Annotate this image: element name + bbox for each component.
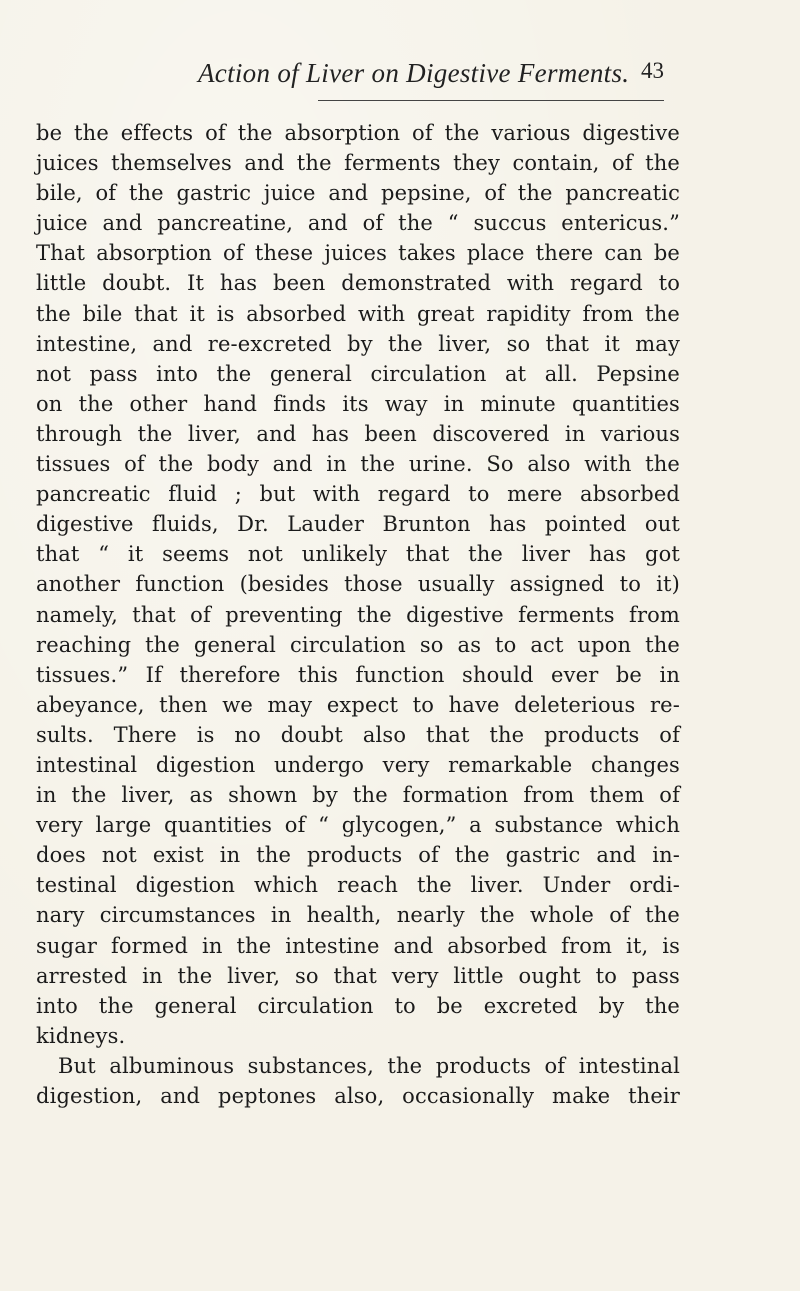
body-text: [36, 118, 680, 1111]
text-line: juice and pancreatine, and of the “ succus entericus.”: [36, 211, 680, 236]
text-line: arrested in the liver, so that very little ought to pass: [36, 963, 680, 988]
text-line: digestion, and peptones also, occasionally make their: [36, 1084, 680, 1108]
text-line: little doubt. It has been demonstrated with regard to: [36, 271, 680, 296]
text-line: another function (besides those usually assigned to it): [36, 572, 680, 597]
text-line: not pass into the general circulation at all. Pepsine: [36, 361, 680, 386]
text-line: nary circumstances in health, nearly the whole of the: [36, 903, 680, 928]
text-line: very large quantities of “ glycogen,” a substance which: [36, 813, 680, 838]
text-line: That absorption of these juices takes place there can be: [36, 241, 680, 266]
paragraph: [36, 1051, 680, 1111]
text-line: pancreatic fluid ; but with regard to mere absorbed: [36, 482, 680, 507]
text-line: tissues of the body and in the urine. So also with the: [36, 452, 680, 477]
paragraph: [36, 118, 680, 1051]
text-line: in the liver, as shown by the formation from them of: [36, 783, 680, 808]
text-line: tissues.” If therefore this function should ever be in: [36, 662, 680, 687]
text-line: namely, that of preventing the digestive ferments from: [36, 602, 680, 627]
text-line: sults. There is no doubt also that the products of: [36, 722, 680, 747]
text-line: digestive fluids, Dr. Lauder Brunton has pointed out: [36, 512, 680, 537]
text-line: on the other hand finds its way in minute quantities: [36, 391, 680, 416]
text-line: intestine, and re-excreted by the liver, so that it may: [36, 331, 680, 356]
text-line: reaching the general circulation so as to act upon the: [36, 632, 680, 657]
text-line: testinal digestion which reach the liver. Under ordi-: [36, 873, 680, 898]
page-number: 43: [641, 58, 664, 83]
running-head: [0, 58, 800, 108]
text-line: abeyance, then we may expect to have deleterious re-: [36, 692, 680, 717]
text-line: into the general circulation to be excreted by the: [36, 993, 680, 1018]
text-line: through the liver, and has been discovered in various: [36, 421, 680, 446]
text-line: But albuminous substances, the products of intestinal: [58, 1053, 680, 1078]
text-line: the bile that it is absorbed with great rapidity from the: [36, 301, 680, 326]
text-line: be the effects of the absorption of the various digestive: [36, 121, 680, 145]
running-title: Action of Liver on Digestive Ferments.: [198, 58, 630, 88]
text-line: sugar formed in the intestine and absorbed from it, is: [36, 933, 680, 958]
text-line: kidneys.: [36, 1023, 126, 1048]
text-line: that “ it seems not unlikely that the liver has got: [36, 542, 680, 567]
text-line: intestinal digestion undergo very remarkable changes: [36, 752, 680, 777]
header-rule: [318, 100, 664, 101]
text-line: bile, of the gastric juice and pepsine, of the pancreatic: [36, 181, 680, 206]
text-line: juices themselves and the ferments they contain, of the: [36, 151, 680, 176]
text-line: does not exist in the products of the gastric and in-: [36, 843, 680, 868]
